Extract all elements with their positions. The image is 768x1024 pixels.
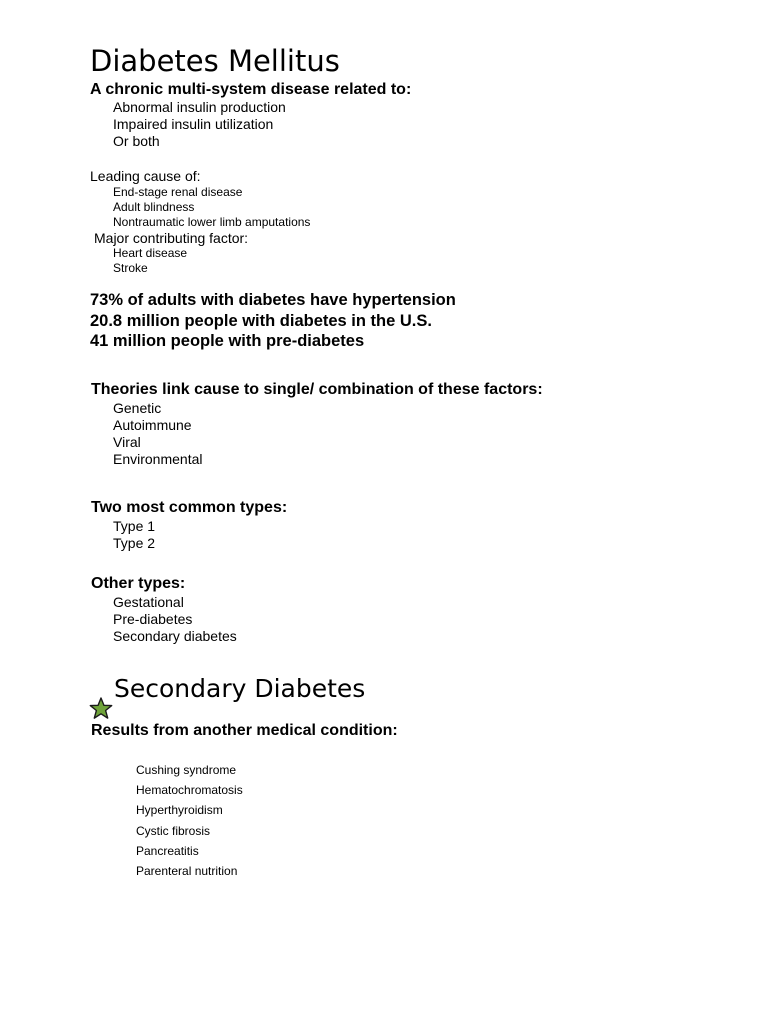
page-title: Diabetes Mellitus: [90, 44, 340, 78]
secondary-conditions-list: [136, 760, 243, 881]
leading-cause-list: [113, 185, 310, 230]
common-types-heading: Two most common types:: [91, 499, 288, 516]
list-item: Secondary diabetes: [113, 628, 237, 644]
stat-pre-diabetes: 41 million people with pre-diabetes: [90, 332, 365, 350]
list-item: Viral: [113, 434, 141, 450]
stat-diabetes-us: 20.8 million people with diabetes in the U.S.: [90, 312, 432, 330]
list-item: Gestational: [113, 594, 184, 610]
leading-cause-label: Leading cause of:: [90, 168, 201, 184]
list-item: Impaired insulin utilization: [113, 116, 274, 132]
contributing-label: Major contributing factor:: [94, 230, 249, 246]
list-item: Environmental: [113, 451, 203, 467]
list-item: Heart disease: [113, 246, 188, 260]
list-item: Adult blindness: [113, 200, 195, 214]
secondary-heading: Results from another medical condition:: [91, 722, 398, 739]
theories-list: [113, 400, 203, 468]
list-item: Cystic fibrosis: [136, 823, 211, 838]
list-item: Abnormal insulin production: [113, 99, 286, 115]
stat-hypertension: 73% of adults with diabetes have hypertension: [90, 291, 456, 309]
list-item: Pancreatitis: [136, 843, 199, 858]
list-item: End-stage renal disease: [113, 185, 243, 199]
contributing-list: [113, 246, 187, 276]
list-item: Stroke: [113, 261, 148, 275]
list-item: Or both: [113, 133, 160, 149]
list-item: Type 1: [113, 518, 156, 534]
list-item: Hematochromatosis: [136, 783, 243, 798]
intro-heading: A chronic multi-system disease related to:: [90, 81, 412, 98]
list-item: Pre-diabetes: [113, 611, 193, 627]
list-item: Genetic: [113, 400, 162, 416]
list-item: Cushing syndrome: [136, 763, 237, 777]
list-item: Parenteral nutrition: [136, 864, 238, 879]
secondary-title: Secondary Diabetes: [114, 674, 366, 703]
theories-heading: Theories link cause to single/ combination of these factors:: [91, 381, 543, 398]
list-item: Hyperthyroidism: [136, 803, 223, 818]
common-types-list: [113, 518, 155, 552]
list-item: Type 2: [113, 535, 156, 551]
other-types-list: [113, 594, 237, 645]
star-icon: [89, 697, 113, 720]
list-item: Autoimmune: [113, 417, 192, 433]
list-item: Nontraumatic lower limb amputations: [113, 215, 311, 229]
other-types-heading: Other types:: [91, 575, 186, 592]
intro-list: [113, 99, 286, 150]
